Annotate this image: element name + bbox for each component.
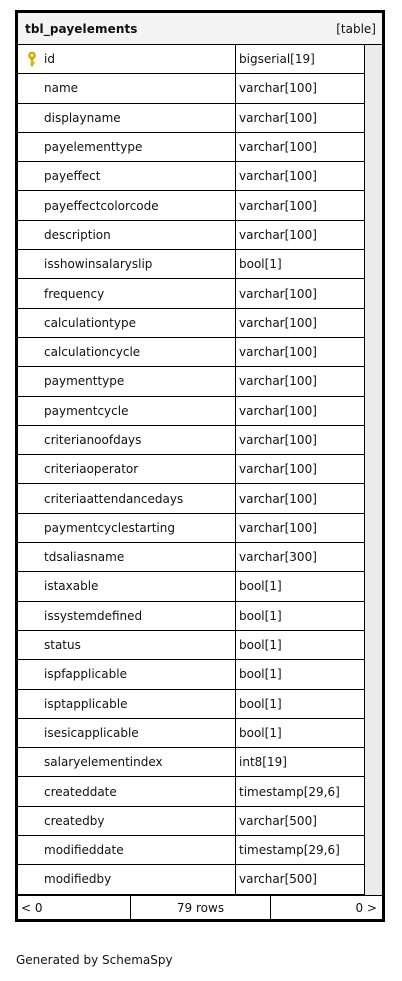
column-row[interactable] [18,426,367,455]
column-type: bool[1] [239,257,282,272]
column-type: bigserial[19] [239,52,315,67]
column-name-cell [18,133,236,161]
column-type: int8[19] [239,755,287,770]
column-name-cell [18,221,236,249]
column-name: criteriaattendancedays [44,491,184,506]
column-type: varchar[500] [239,872,317,887]
column-type: varchar[100] [239,198,317,213]
column-type: varchar[100] [239,433,317,447]
column-name-cell [18,338,236,366]
column-row[interactable] [18,338,367,367]
column-name: paymentcycle [44,403,129,418]
column-row[interactable] [18,777,367,806]
column-name-cell [18,602,236,630]
column-row[interactable] [18,133,367,162]
generated-by-label: Generated by SchemaSpy [16,953,173,967]
column-name-cell [18,279,236,307]
column-row[interactable] [18,104,367,133]
column-name: payelementtype [44,140,143,155]
footer-left: < 0 [18,896,131,919]
column-name-cell [18,309,236,337]
column-name: payeffect [44,169,101,184]
column-type: varchar[300] [239,550,317,565]
column-type: bool[1] [239,579,282,594]
column-row[interactable] [18,45,367,74]
column-row[interactable] [18,690,367,719]
table-type-label: [table] [336,21,376,36]
column-name: paymentcyclestarting [44,520,175,535]
column-row[interactable] [18,397,367,426]
column-name: name [44,81,79,96]
table-box [15,10,385,922]
column-type: varchar[100] [239,403,317,418]
column-type: varchar[100] [239,345,317,360]
columns-area [18,45,382,898]
column-type: bool[1] [239,696,282,711]
column-row[interactable] [18,631,367,660]
column-row[interactable] [18,748,367,777]
column-name: id [44,52,55,67]
column-name-cell [18,162,236,190]
table-header [18,13,382,45]
column-type: timestamp[29,6] [239,784,340,799]
column-name: frequency [44,286,105,301]
column-name: calculationtype [44,315,136,330]
column-row[interactable] [18,191,367,220]
column-row[interactable] [18,455,367,484]
columns-list [18,45,367,895]
column-row[interactable] [18,484,367,513]
column-row[interactable] [18,660,367,689]
column-type: varchar[100] [239,520,317,535]
column-type: varchar[100] [239,462,317,477]
column-name-cell [18,514,236,542]
column-row[interactable] [18,279,367,308]
column-type: varchar[500] [239,813,317,828]
column-type: varchar[100] [239,491,317,506]
column-name-cell [18,455,236,483]
column-name: description [44,227,111,242]
column-name: ispfapplicable [44,667,127,682]
footer-right: 0 > [355,900,377,915]
column-name: calculationcycle [44,345,141,360]
column-name-cell [18,484,236,512]
column-type: varchar[100] [239,374,317,389]
column-row[interactable] [18,162,367,191]
column-row[interactable] [18,74,367,103]
column-name-cell [18,631,236,659]
column-name: isesicapplicable [44,725,139,740]
column-name-cell [18,426,236,454]
column-type: timestamp[29,6] [239,843,340,858]
column-type: varchar[100] [239,81,317,96]
column-name: createdby [44,813,105,828]
column-type: bool[1] [239,608,282,623]
column-name-cell [18,865,236,893]
column-row[interactable] [18,543,367,572]
key-icon [27,51,37,67]
column-type: bool[1] [239,725,282,740]
column-row[interactable] [18,309,367,338]
column-row[interactable] [18,367,367,396]
column-row[interactable] [18,602,367,631]
column-name: tdsaliasname [44,550,125,565]
column-name-cell [18,836,236,864]
column-name-cell [18,74,236,102]
column-type: varchar[100] [239,286,317,301]
column-type: varchar[100] [239,110,317,125]
vertical-scrollbar[interactable] [364,45,382,898]
column-name: status [44,638,81,653]
column-name: createddate [44,784,117,799]
row-count: 79 rows [131,896,271,919]
column-name-cell [18,719,236,747]
column-name-cell [18,543,236,571]
column-row[interactable] [18,807,367,836]
column-type: varchar[100] [239,140,317,155]
column-name: istaxable [44,579,99,594]
column-name: criteriaoperator [44,462,139,477]
column-name: paymenttype [44,374,125,389]
column-name-cell [18,807,236,835]
table-footer [18,895,382,919]
column-name: criterianoofdays [44,433,142,447]
column-type: varchar[100] [239,315,317,330]
column-type: bool[1] [239,638,282,653]
column-name-cell [18,748,236,776]
table-name[interactable]: tbl_payelements [25,21,138,36]
column-name: isptapplicable [44,696,128,711]
column-name: modifiedby [44,872,112,887]
column-name-cell [18,397,236,425]
column-name-cell [18,104,236,132]
column-name-cell [18,660,236,688]
column-name-cell [18,191,236,219]
column-row[interactable] [18,865,367,894]
column-name: salaryelementindex [44,755,163,770]
column-type: bool[1] [239,667,282,682]
column-row[interactable] [18,572,367,601]
column-row[interactable] [18,250,367,279]
column-type: varchar[100] [239,227,317,242]
column-type: varchar[100] [239,169,317,184]
column-row[interactable] [18,221,367,250]
column-name: displayname [44,110,121,125]
column-name-cell [18,690,236,718]
column-name-cell [18,572,236,600]
column-name-cell [18,45,236,73]
column-name: isshowinsalaryslip [44,257,153,272]
column-name-cell [18,250,236,278]
column-name: payeffectcolorcode [44,198,159,213]
column-row[interactable] [18,514,367,543]
column-name: issystemdefined [44,608,143,623]
column-name: modifieddate [44,843,124,858]
column-name-cell [18,777,236,805]
column-row[interactable] [18,836,367,865]
column-row[interactable] [18,719,367,748]
column-name-cell [18,367,236,395]
